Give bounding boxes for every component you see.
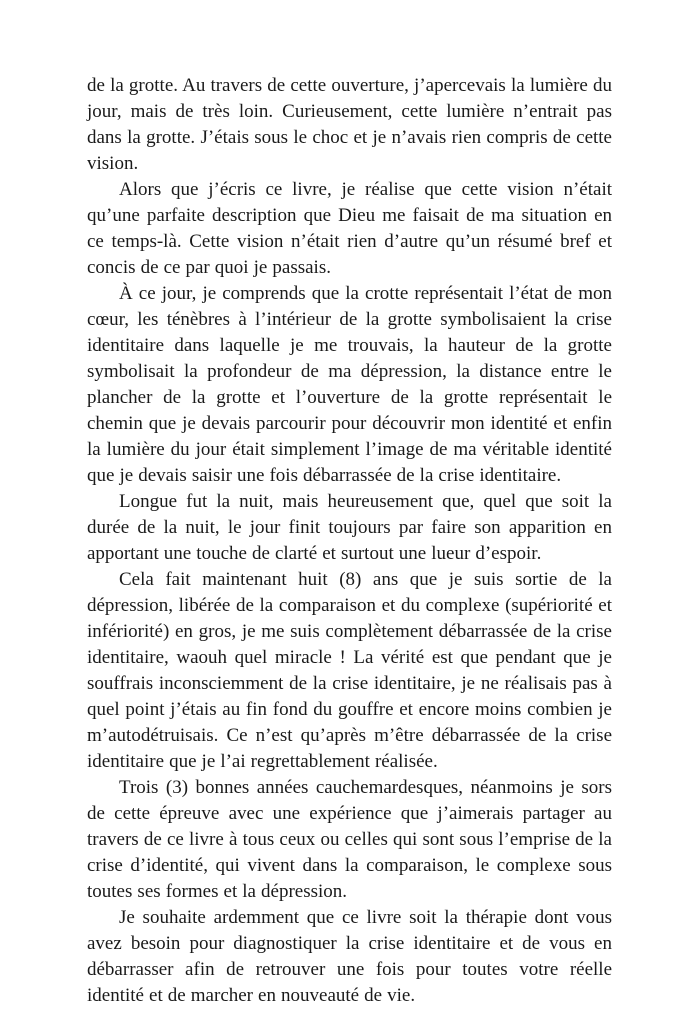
- paragraph: Je souhaite ardemment que ce livre soit la thérapie dont vous avez besoin pour diagnostiquer la crise identitaire et de vous en débarrasser afin de retrouver une fois pour toutes votre réelle identité et de marcher en nouveauté de vie.: [87, 907, 612, 1006]
- paragraph: Trois (3) bonnes années cauchemardesques, néanmoins je sors de cette épreuve avec une expérience que j’aimerais partager au travers de ce livre à tous ceux ou celles qui sont sous l’emprise de la crise d’identité, qui vivent dans la comparaison, le complexe sous toutes ses formes et la dépression.: [87, 777, 612, 902]
- body-text: [87, 73, 612, 1009]
- paragraph: Alors que j’écris ce livre, je réalise que cette vision n’était qu’une parfaite description que Dieu me faisait de ma situation en ce temps-là. Cette vision n’était rien d’autre qu’un résumé bref et concis de ce par quoi je passais.: [87, 179, 612, 278]
- paragraph: À ce jour, je comprends que la crotte représentait l’état de mon cœur, les ténèbres à l’intérieur de la grotte symbolisaient la crise identitaire dans laquelle je me trouvais, la hauteur de la grotte symbolisait la profondeur de ma dépression, la distance entre le plancher de la grotte et l’ouverture de la grotte représentait le chemin que je devais parcourir pour découvrir mon identité et enfin la lumière du jour était simplement l’image de ma véritable identité que je devais saisir une fois débarrassée de la crise identitaire.: [87, 283, 612, 486]
- paragraph: de la grotte. Au travers de cette ouverture, j’apercevais la lumière du jour, mais de très loin. Curieusement, cette lumière n’entrait pas dans la grotte. J’étais sous le choc et je n’avais rien compris de cette vision.: [87, 75, 612, 174]
- paragraph: Longue fut la nuit, mais heureusement que, quel que soit la durée de la nuit, le jour finit toujours par faire son apparition en apportant une touche de clarté et surtout une lueur d’espoir.: [87, 491, 612, 564]
- paragraph: Cela fait maintenant huit (8) ans que je suis sortie de la dépression, libérée de la comparaison et du complexe (supériorité et infériorité) en gros, je me suis complètement débarrassée de la crise identitaire, waouh quel miracle ! La vérité est que pendant que je souffrais inconsciemment de la crise identitaire, je ne réalisais pas à quel point j’étais au fin fond du gouffre et encore moins combien je m’autodétruisais. Ce n’est qu’après m’être débarrassée de la crise identitaire que je l’ai regrettablement réalisée.: [87, 569, 612, 772]
